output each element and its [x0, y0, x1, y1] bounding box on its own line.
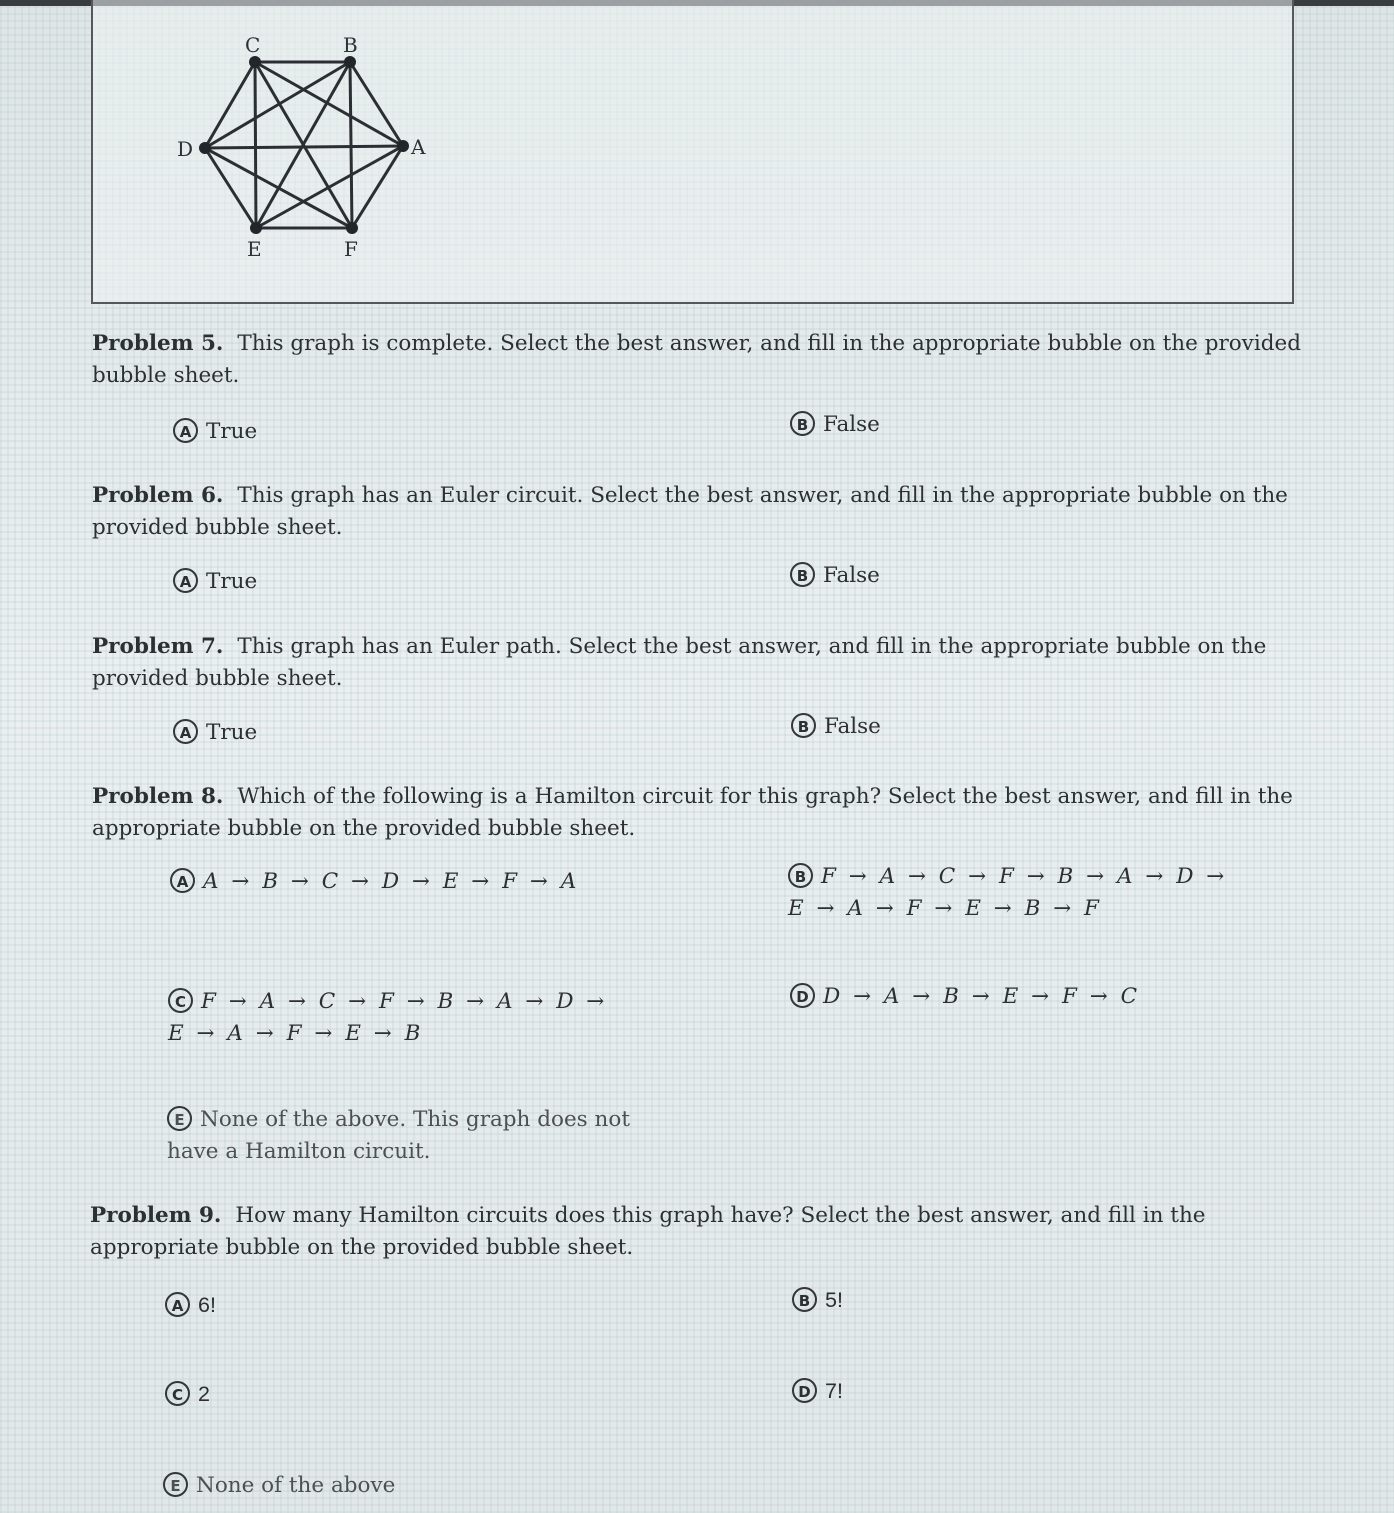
problem-5: [92, 328, 1307, 392]
edge-e-d: [205, 148, 256, 228]
bubble-b-icon: B: [790, 562, 815, 587]
problem-7-text: This graph has an Euler path. Select the best answer, and fill in the appropriate bubble on the provided bubble sheet.: [92, 634, 1267, 691]
p7-option-a-label: True: [206, 720, 258, 745]
p9-option-a[interactable]: [165, 1289, 216, 1322]
vertex-d: [199, 142, 211, 154]
p8-option-a-label: A → B → C → D → E → F → A: [203, 869, 578, 894]
vertex-c: [249, 56, 261, 68]
vertex-label-c: C: [245, 33, 261, 57]
p9-option-b-label: 5!: [825, 1288, 843, 1312]
bubble-a-icon: A: [173, 568, 198, 593]
bubble-e-icon: E: [163, 1472, 188, 1497]
p9-option-b[interactable]: [792, 1284, 843, 1317]
vertex-b: [344, 56, 356, 68]
problem-8-text: Which of the following is a Hamilton circuit for this graph? Select the best answer, and fill in the appropriate bubble on the provided bubble sheet.: [92, 784, 1293, 841]
edge-c-e: [255, 62, 256, 228]
edge-d-c: [205, 62, 255, 148]
bubble-d-icon: D: [792, 1378, 817, 1403]
p8-option-b-line1: F → A → C → F → B → A → D →: [821, 864, 1226, 889]
p9-option-a-label: 6!: [198, 1293, 216, 1317]
p6-option-b-label: False: [823, 563, 880, 588]
p9-option-c-label: 2: [198, 1382, 210, 1406]
p8-option-c-line1: F → A → C → F → B → A → D →: [201, 989, 606, 1014]
p8-option-d-label: D → A → B → E → F → C: [823, 984, 1139, 1009]
problem-8-title: Problem 8.: [92, 784, 224, 809]
problem-6-text: This graph has an Euler circuit. Select the best answer, and fill in the appropriate bubble on the provided bubble sheet.: [92, 483, 1288, 540]
bubble-c-icon: C: [168, 988, 193, 1013]
p7-option-b-label: False: [824, 714, 881, 739]
graph-diagram: [0, 0, 1394, 310]
problem-5-title: Problem 5.: [92, 331, 224, 356]
p8-option-e[interactable]: [167, 1104, 630, 1168]
vertex-label-a: A: [411, 135, 426, 159]
vertex-label-f: F: [344, 237, 358, 261]
p7-option-b[interactable]: [791, 711, 881, 743]
bubble-e-icon: E: [167, 1106, 192, 1131]
p5-option-a-label: True: [206, 419, 258, 444]
vertex-a: [397, 140, 409, 152]
p8-option-a[interactable]: [170, 866, 577, 898]
vertex-label-d: D: [177, 137, 194, 161]
p9-option-e[interactable]: [163, 1470, 395, 1502]
edge-a-f: [352, 146, 403, 228]
p9-option-c[interactable]: [165, 1378, 210, 1411]
bubble-a-icon: A: [173, 719, 198, 744]
bubble-a-icon: A: [170, 868, 195, 893]
edge-a-d: [205, 146, 403, 148]
p9-option-d-label: 7!: [825, 1379, 843, 1403]
vertex-label-b: B: [343, 33, 358, 57]
p5-option-b-label: False: [823, 412, 880, 437]
problem-7: [92, 631, 1307, 695]
p6-option-a[interactable]: [173, 566, 257, 598]
p8-option-b-line2: E → A → F → E → B → F: [788, 896, 1100, 921]
problem-9-text: How many Hamilton circuits does this graph have? Select the best answer, and fill in the appropriate bubble on the provided bubble sheet.: [90, 1203, 1206, 1260]
bubble-b-icon: B: [792, 1287, 817, 1312]
vertex-label-e: E: [247, 237, 262, 261]
p8-option-e-line1: None of the above. This graph does not: [200, 1107, 630, 1132]
edge-b-f: [350, 62, 352, 228]
p8-option-b[interactable]: [788, 861, 1225, 925]
bubble-c-icon: C: [165, 1381, 190, 1406]
problem-8: [92, 781, 1307, 845]
vertex-e: [250, 222, 262, 234]
bubble-b-icon: B: [790, 411, 815, 436]
edge-b-a: [350, 62, 403, 146]
p9-option-e-label: None of the above: [196, 1473, 396, 1498]
bubble-a-icon: A: [173, 418, 198, 443]
p7-option-a[interactable]: [173, 717, 257, 749]
problem-6-title: Problem 6.: [92, 483, 224, 508]
problem-5-text: This graph is complete. Select the best answer, and fill in the appropriate bubble on the provided bubble sheet.: [92, 331, 1301, 388]
p8-option-d[interactable]: [790, 981, 1138, 1013]
bubble-d-icon: D: [790, 983, 815, 1008]
vertex-f: [346, 222, 358, 234]
p6-option-a-label: True: [206, 569, 258, 594]
problem-9: [90, 1200, 1305, 1264]
problem-9-title: Problem 9.: [90, 1203, 222, 1228]
bubble-a-icon: A: [165, 1292, 190, 1317]
bubble-b-icon: B: [791, 713, 816, 738]
problem-6: [92, 480, 1307, 544]
problem-7-title: Problem 7.: [92, 634, 224, 659]
graph-edges: [205, 62, 403, 228]
p8-option-c-line2: E → A → F → E → B: [168, 1021, 422, 1046]
p8-option-c[interactable]: [168, 986, 605, 1050]
p6-option-b[interactable]: [790, 560, 880, 592]
p5-option-b[interactable]: [790, 409, 880, 441]
p9-option-d[interactable]: [792, 1375, 843, 1408]
p5-option-a[interactable]: [173, 416, 257, 448]
p8-option-e-line2: have a Hamilton circuit.: [167, 1139, 431, 1164]
bubble-b-icon: B: [788, 863, 813, 888]
